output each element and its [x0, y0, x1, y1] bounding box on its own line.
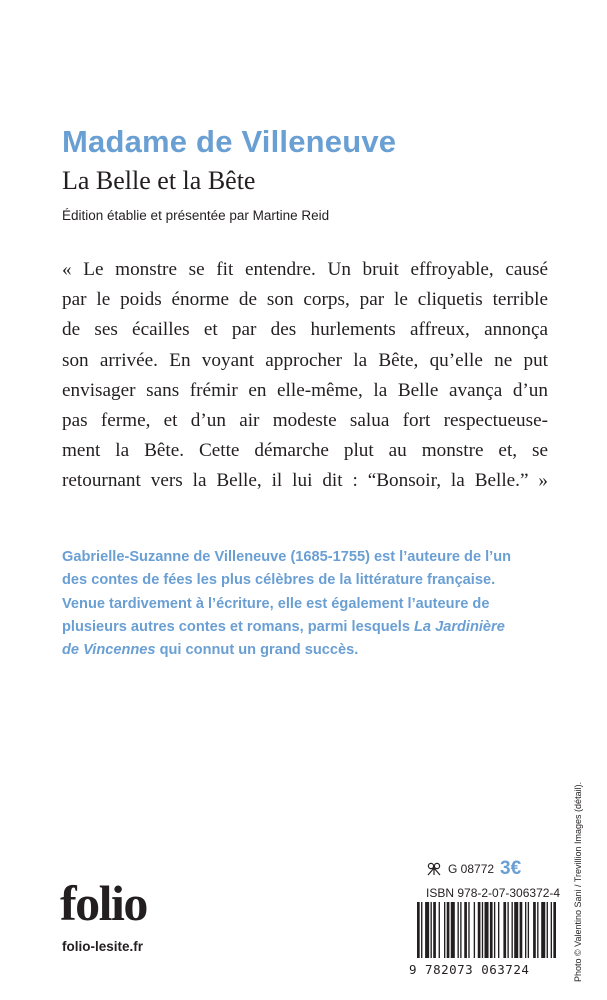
- quote-line: de ses écailles et par des hurlements affreux, annonça: [62, 319, 548, 341]
- barcode-bar: [541, 902, 545, 958]
- barcode-bar: [533, 902, 536, 958]
- product-code: G 08772: [448, 862, 495, 876]
- barcode-bar: [464, 902, 467, 958]
- barcode-bar: [520, 902, 523, 958]
- isbn: ISBN 978-2-07-306372-4: [426, 886, 561, 900]
- author-biography: [62, 546, 548, 662]
- barcode-bar: [525, 902, 526, 958]
- quote-line: par le poids énorme de son corps, par le cliquetis terrible: [62, 289, 548, 311]
- bio-line: [62, 616, 548, 639]
- quote-line: ment la Bête. Cette démarche plut au monstre et, se: [62, 440, 548, 462]
- bio-italic-title: La Jardinière: [414, 618, 505, 635]
- barcode-bar: [507, 902, 508, 958]
- barcode-bar: [451, 902, 455, 958]
- barcode-bar: [551, 902, 552, 958]
- barcode-bar: [468, 902, 469, 958]
- quote-line: « Le monstre se fit entendre. Un bruit effroyable, causé: [62, 259, 548, 280]
- quote-line: retournant vers la Belle, il lui dit : “Bonsoir, la Belle.” »: [62, 470, 548, 492]
- price: 3€: [500, 858, 522, 879]
- barcode-bar: [417, 902, 420, 958]
- barcode-bar: [490, 902, 493, 958]
- publisher-website: folio-lesite.fr: [62, 939, 144, 954]
- barcode-bar: [431, 902, 432, 958]
- barcode-bar: [433, 902, 436, 958]
- barcode-bar: [485, 902, 489, 958]
- photo-credit: Photo © Valentino Sani / Trevillion Images (détail).: [573, 781, 583, 982]
- quote-line: pas ferme, et d’un air modeste salua fort respectueuse-: [62, 410, 548, 432]
- barcode-bar: [494, 902, 495, 958]
- bio-line: des contes de fées les plus célèbres de la littérature française.: [62, 572, 496, 589]
- folio-logo: folio: [60, 875, 147, 931]
- book-title: La Belle et la Bête: [62, 166, 256, 195]
- barcode-bar: [458, 902, 459, 958]
- bio-line: Venue tardivement à l’écriture, elle est également l’auteure de: [62, 595, 490, 612]
- quote-line: envisager sans frémir en elle-même, la Belle avança d’un: [62, 379, 548, 401]
- barcode-bar: [444, 902, 445, 958]
- barcode-bar: [421, 902, 422, 958]
- bio-italic-title: de Vincennes: [62, 642, 156, 659]
- barcode-bar: [537, 902, 538, 958]
- bio-line: [62, 639, 548, 662]
- barcode-bar: [425, 902, 429, 958]
- author-name: Madame de Villeneuve: [62, 124, 397, 159]
- folio-pictogram-icon: [426, 861, 442, 877]
- bio-text: qui connut un grand succès.: [155, 642, 359, 659]
- barcode-bar: [439, 902, 440, 958]
- barcode-bar: [553, 902, 556, 958]
- barcode-bar: [482, 902, 483, 958]
- barcode-bar: [474, 902, 475, 958]
- barcode-bar: [514, 902, 518, 958]
- edition-line: Édition établie et présentée par Martine Reid: [62, 208, 330, 223]
- barcode-bar: [503, 902, 506, 958]
- barcode-bar: [528, 902, 529, 958]
- barcode-number: 9 782073 063724: [409, 962, 530, 977]
- bio-line: Gabrielle-Suzanne de Villeneuve (1685-1755) est l’auteure de l’un: [62, 549, 512, 565]
- barcode-bar: [447, 902, 450, 958]
- barcode-bar: [498, 902, 499, 958]
- barcode-bar: [512, 902, 513, 958]
- barcode-bar: [547, 902, 548, 958]
- price-row: [426, 858, 521, 880]
- barcode: [416, 902, 556, 958]
- quote-line: son arrivée. En voyant approcher la Bête, qu’elle ne put: [62, 349, 548, 371]
- quote-block: [62, 255, 548, 497]
- barcode-bar: [460, 902, 461, 958]
- bio-text: plusieurs autres contes et romans, parmi lesquels: [62, 618, 414, 635]
- barcode-bar: [478, 902, 481, 958]
